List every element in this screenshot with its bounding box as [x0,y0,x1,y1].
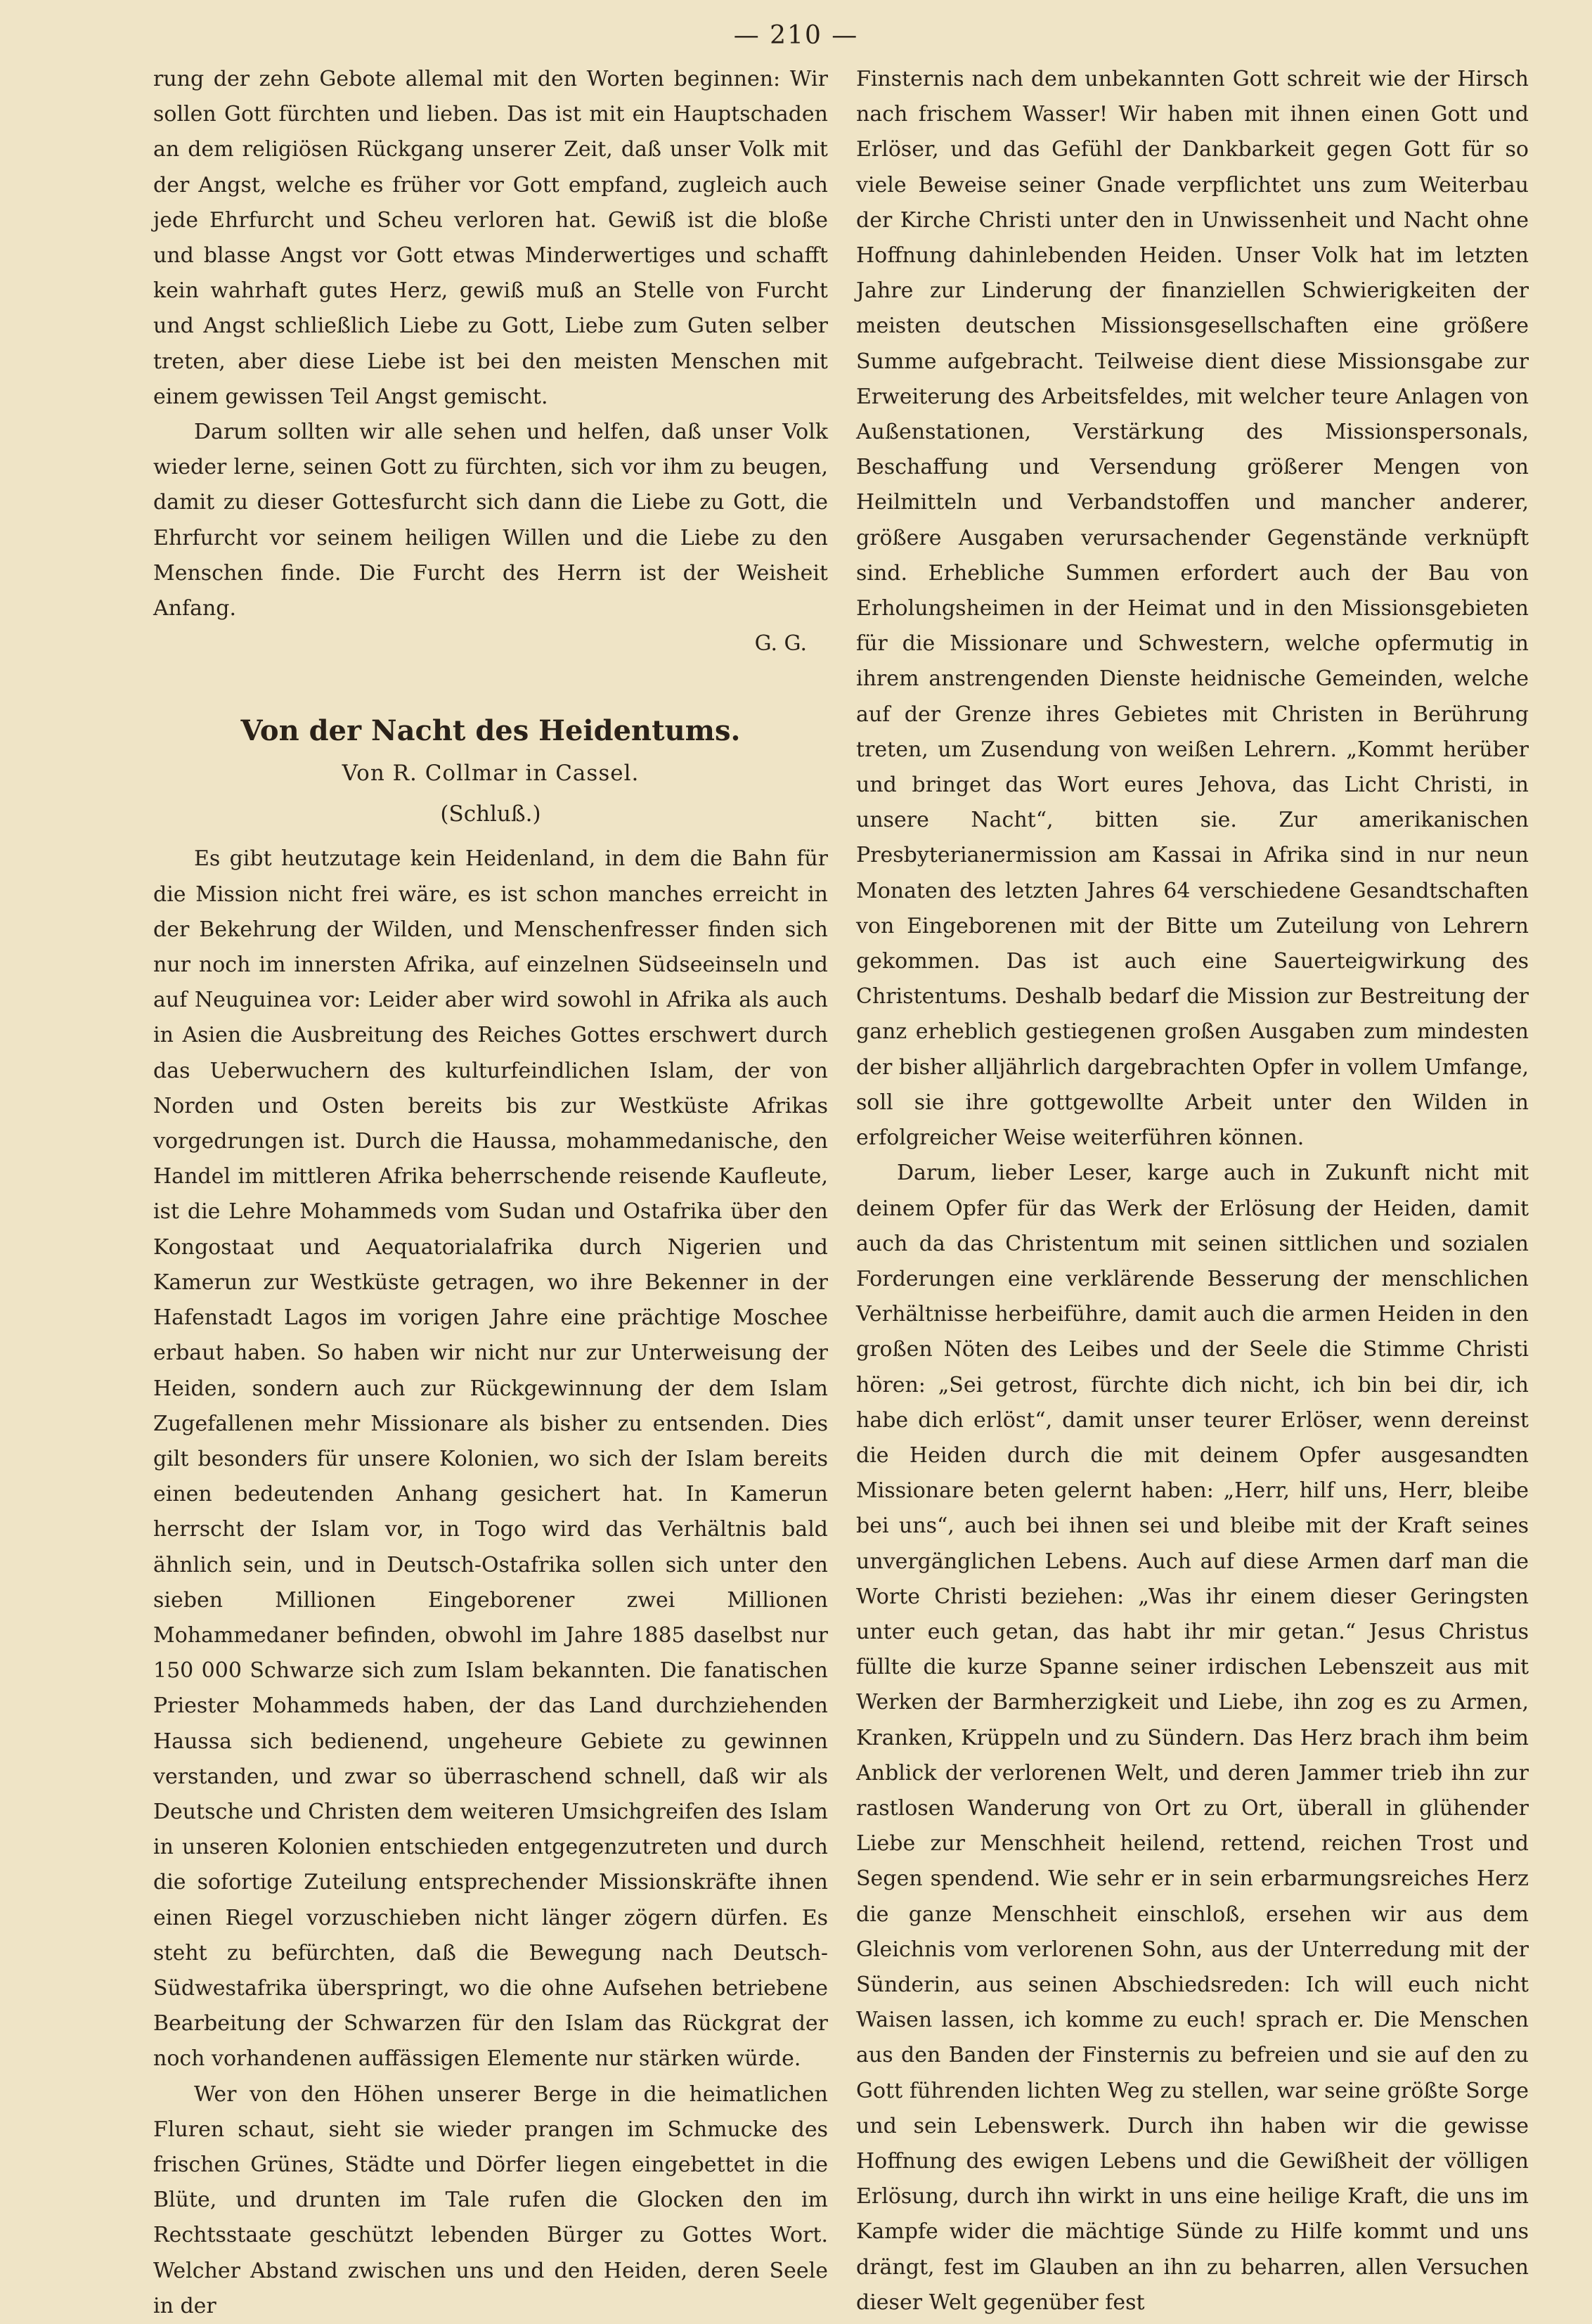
right-column [856,62,1529,2320]
article-paragraph-1: Es gibt heutzutage kein Heidenland, in dem die Bahn für die Mission nicht frei wäre, es ist schon manches erreicht in der Bekehrung der Wilden, und Menschenfresser finden sich nur noch im innersten Afrika, auf einzelnen Südseeinseln und auf Neuguinea vor: Leider aber wird sowohl in Afrika als auch in Asien die Ausbreitung des Reiches Gottes erschwert durch das Ueberwuchern des kulturfeindlichen Islam, der von Norden und Osten bereits bis zur Westküste Afrikas vorgedrungen ist. Durch die Haussa, mohammedanische, den Handel im mittleren Afrika beherrschende reisende Kaufleute, ist die Lehre Mohammeds vom Sudan und Ostafrika über den Kongostaat und Aequatorialafrika durch Nigerien und Kamerun zur Westküste getragen, wo ihre Bekenner in der Hafenstadt Lagos im vorigen Jahre eine prächtige Moschee erbaut haben. So haben wir nicht nur zur Unterweisung der Heiden, sondern auch zur Rückgewinnung der dem Islam Zugefallenen mehr Missionare als bisher zu entsenden. Dies gilt besonders für unsere Kolonien, wo sich der Islam bereits einen bedeutenden Anhang gesichert hat. In Kamerun herrscht der Islam vor, in Togo wird das Verhältnis bald ähnlich sein, und in Deutsch-Ostafrika sollen sich unter den sieben Millionen Eingeborener zwei Millionen Mohammedaner befinden, obwohl im Jahre 1885 daselbst nur 150 000 Schwarze sich zum Islam bekannten. Die fanatischen Priester Mohammeds haben, der das Land durchziehenden Haussa sich bedienend, ungeheure Gebiete zu gewinnen verstanden, und zwar so überraschend schnell, daß wir als Deutsche und Christen dem weiteren Umsichgreifen des Islam in unseren Kolonien entschieden entgegenzutreten und durch die sofortige Zuteilung entsprechender Missionskräfte ihnen einen Riegel vorzuschieben nicht länger zögern dürfen. Es steht zu befürchten, daß die Bewegung nach Deutsch-Südwestafrika überspringt, wo die ohne Aufsehen betriebene Bearbeitung der Schwarzen für den Islam das Rückgrat der noch vorhandenen auffässigen Elemente nur stärken würde. [153,846,828,2072]
intro-paragraph-1: rung der zehn Gebote allemal mit den Worten beginnen: Wir sollen Gott fürchten und lieben. Das ist mit ein Hauptschaden an dem religiösen Rückgang unserer Zeit, daß unser Volk mit der Angst, welche es früher vor Gott empfand, zugleich auch jede Ehrfurcht und Scheu verloren hat. Gewiß ist die bloße und blasse Angst vor Gott etwas Minderwertiges und schafft kein wahrhaft gutes Herz, gewiß muß an Stelle von Furcht und Angst schließlich Liebe zu Gott, Liebe zum Guten selber treten, aber diese Liebe ist bei den meisten Menschen mit einem gewissen Teil Angst gemischt. [153,67,828,409]
page-number: — 210 — [733,21,859,50]
article-author: Von R. Collmar in Cassel. [342,761,640,787]
article-paragraph-2: Wer von den Höhen unserer Berge in die heimatlichen Fluren schaut, sieht sie wieder prangen im Schmucke des frischen Grünes, Städte und Dörfer liegen eingebettet in die Blüte, und drunten im Tale rufen die Glocken den im Rechtsstaate geschützt lebenden Bürger zu Gottes Wort. Welcher Abstand zwischen uns und den Heiden, deren Seele in der [153,2081,828,2318]
right-paragraph-1: Finsternis nach dem unbekannten Gott schreit wie der Hirsch nach frischem Wasser! Wir haben mit ihnen einen Gott und Erlöser, und das Gefühl der Dankbarkeit gegen Gott für so viele Beweise seiner Gnade verpflichtet uns zum Weiterbau der Kirche Christi unter den in Unwissenheit und Nacht ohne Hoffnung dahinlebenden Heiden. Unser Volk hat im letzten Jahre zur Linderung der finanziellen Schwierigkeiten der meisten deutschen Missionsgesellschaften eine größere Summe aufgebracht. Teilweise dient diese Missionsgabe zur Erweiterung des Arbeitsfeldes, mit welcher teure Anlagen von Außenstationen, Verstärkung des Missionspersonals, Beschaffung und Versendung größerer Mengen von Heilmitteln und Verbandstoffen und mancher anderer, größere Ausgaben verursachender Gegenstände verknüpft sind. Erhebliche Summen erfordert auch der Bau von Erholungsheimen in der Heimat und in den Missionsgebieten für die Missionare und Schwestern, welche opfermutig in ihrem anstrengenden Dienste heidnische Gemeinden, welche auf der Grenze ihres Gebietes mit Christen in Berührung treten, um Zusendung von weißen Lehrern. „Kommt herüber und bringet das Wort eures Jehova, das Licht Christi, in unsere Nacht“, bitten sie. Zur amerikanischen Presbyterianermission am Kassai in Afrika sind in nur neun Monaten des letzten Jahres 64 verschiedene Gesandtschaften von Eingeborenen mit der Bitte um Zuteilung von Lehrern gekommen. Das ist auch eine Sauerteigwirkung des Christentums. Deshalb bedarf die Mission zur Bestreitung der ganz erheblich gestiegenen großen Ausgaben zum mindesten der bisher alljährlich dargebrachten Opfer in vollem Umfange, soll sie ihre gottgewollte Arbeit unter den Wilden in erfolgreicher Weise weiterführen können. [856,67,1529,1151]
signature: G. G. [754,631,807,657]
right-paragraph-2: Darum, lieber Leser, karge auch in Zukunft nicht mit deinem Opfer für das Werk der Erlösung der Heiden, damit auch da das Christentum mit seinen sittlichen und sozialen Forderungen eine verklärende Besserung der menschlichen Verhältnisse herbeiführe, damit auch die armen Heiden in den großen Nöten des Leibes und der Seele die Stimme Christi hören: „Sei getrost, fürchte dich nicht, ich bin bei dir, ich habe dich erlöst“, damit unser teurer Erlöser, wenn dereinst die Heiden durch die mit deinem Opfer ausgesandten Missionare beten gelernt haben: „Herr, hilf uns, Herr, bleibe bei uns“, auch bei ihnen sei und bleibe mit der Kraft seines unvergänglichen Lebens. Auch auf diese Armen darf man die Worte Christi beziehen: „Was ihr einem dieser Geringsten unter euch getan, das habt ihr mir getan.“ Jesus Christus füllte die kurze Spanne seiner irdischen Lebenszeit aus mit Werken der Barmherzigkeit und Liebe, ihn zog es zu Armen, Kranken, Krüppeln und zu Sündern. Das Herz brach ihm beim Anblick der verlorenen Welt, und deren Jammer trieb ihn zur rastlosen Wanderung von Ort zu Ort, überall in glühender Liebe zur Menschheit heilend, rettend, reichen Trost und Segen spendend. Wie sehr er in sein erbarmungsreiches Herz die ganze Menschheit einschloß, ersehen wir aus dem Gleichnis vom verlorenen Sohn, aus der Unterredung mit der Sünderin, aus seinen Abschiedsreden: Ich will euch nicht Waisen lassen, ich komme zu euch! sprach er. Die Menschen aus den Banden der Finsternis zu befreien und sie auf den zu Gott führenden lichten Weg zu stellen, war seine größte Sorge und sein Lebenswerk. Durch ihn haben wir die gewisse Hoffnung des ewigen Lebens und die Gewißheit der völligen Erlösung, durch ihn wirkt in uns eine heilige Kraft, die uns im Kampfe wider die mächtige Sünde zu Hilfe kommt und uns drängt, fest im Glauben an ihn zu beharren, allen Versuchen dieser Welt gegenüber fest [856,1161,1529,2315]
article-note: (Schluß.) [440,801,541,827]
left-column [153,62,828,2324]
intro-paragraph-2: Darum sollten wir alle sehen und helfen, daß unser Volk wieder lerne, seinen Gott zu fürchten, sich vor ihm zu beugen, damit zu dieser Gottesfurcht sich dann die Liebe zu Gott, die Ehrfurcht vor seinem heiligen Willen und die Liebe zu den Menschen finde. Die Furcht des Herrn ist der Weisheit Anfang. [153,420,828,621]
article-title: Von der Nacht des Heidentums. [240,714,741,748]
